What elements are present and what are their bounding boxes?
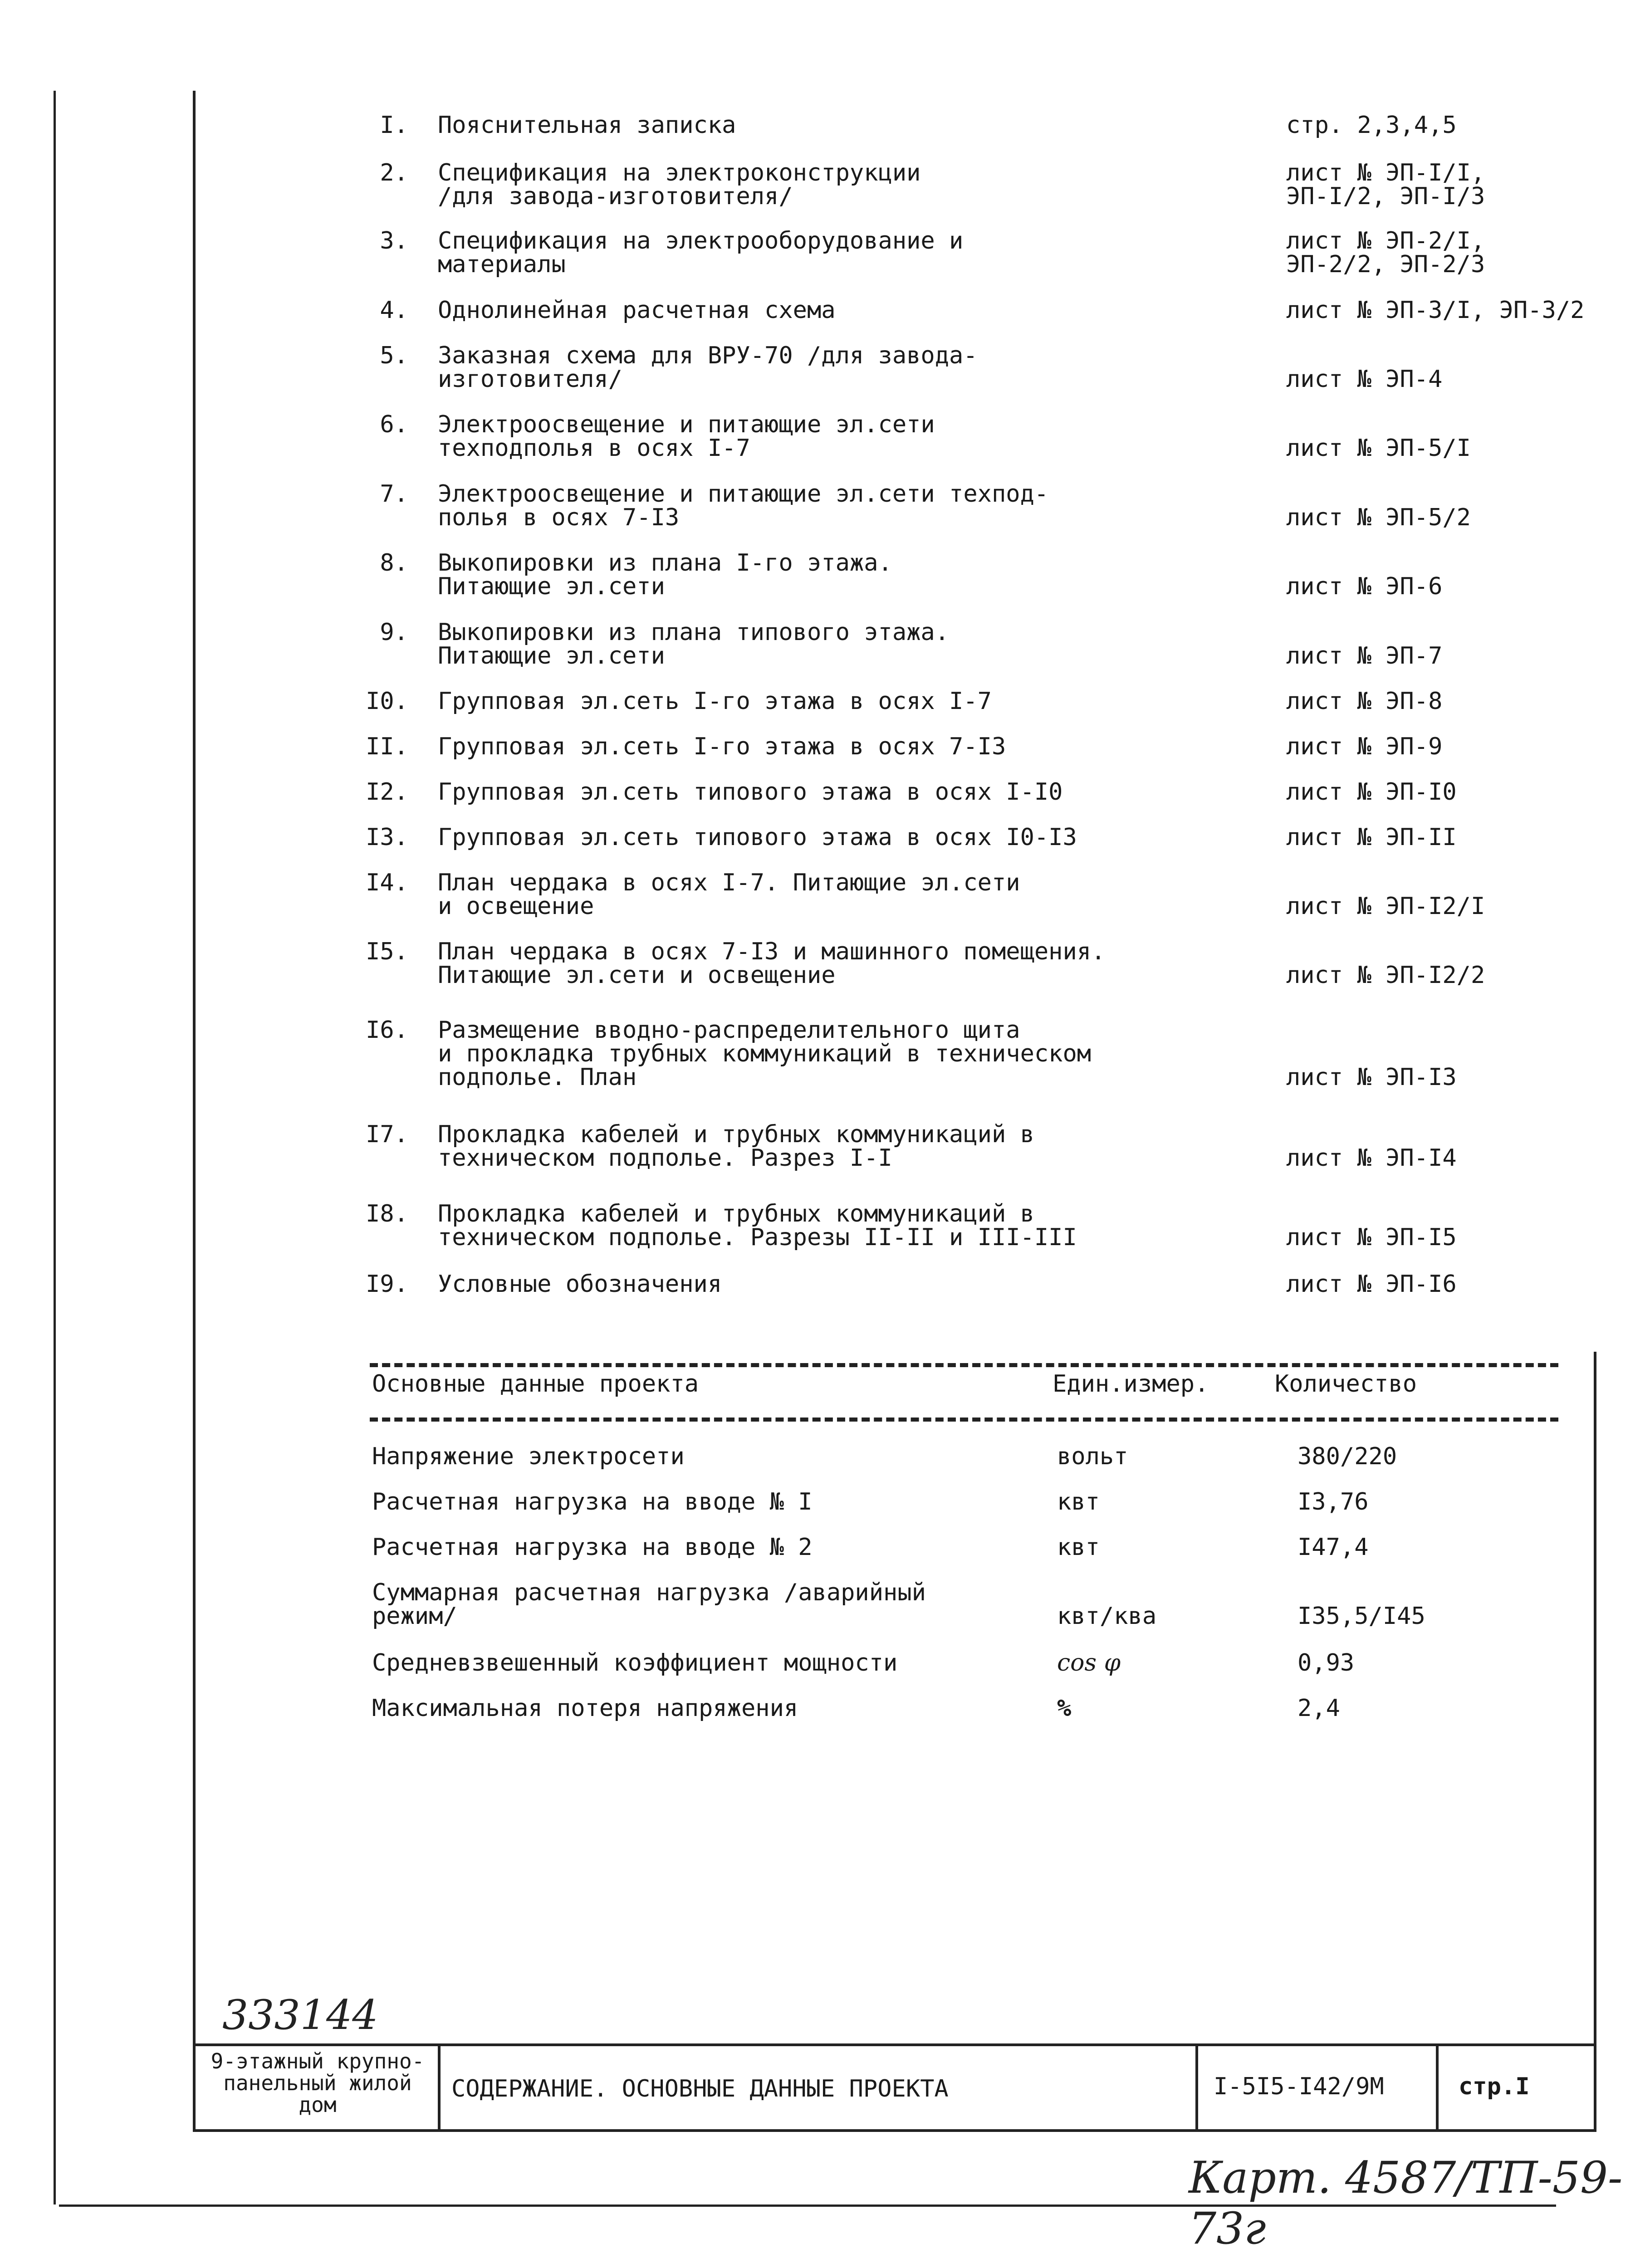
title-block-divider <box>438 2043 441 2132</box>
stamp-number: 333144 <box>222 1991 378 2039</box>
row-label: Суммарная расчетная нагрузка /аварийный режим/ <box>372 1579 926 1630</box>
item-number: 4. <box>380 297 408 324</box>
item-number: I. <box>380 112 408 139</box>
item-number: I3. <box>366 824 408 851</box>
item-number: I5. <box>366 938 408 965</box>
item-number: 7. <box>380 480 408 508</box>
item-sheet: лист № ЭП-5/2 <box>1286 504 1471 531</box>
item-title: Заказная схема для ВРУ-70 /для завода- изготовителя/ <box>438 342 978 393</box>
item-sheet: лист № ЭП-I4 <box>1286 1144 1457 1172</box>
left-frame-line <box>193 91 196 2132</box>
item-sheet: лист № ЭП-II <box>1286 824 1457 851</box>
item-number: I0. <box>366 688 408 715</box>
item-title: Однолинейная расчетная схема <box>438 297 836 324</box>
page-number: стр.I <box>1459 2073 1530 2100</box>
item-number: 2. <box>380 159 408 186</box>
item-number: 8. <box>380 549 408 577</box>
item-sheet: лист № ЭП-I2/I <box>1286 893 1485 920</box>
item-number: 9. <box>380 619 408 646</box>
item-number: 3. <box>380 227 408 254</box>
row-unit: квт <box>1057 1534 1100 1561</box>
item-sheet: лист № ЭП-I0 <box>1286 778 1457 806</box>
table-header-divider <box>370 1418 1558 1422</box>
item-title: Групповая эл.сеть типового этажа в осях I-I0 <box>438 778 1063 806</box>
item-sheet: лист № ЭП-I/I, ЭП-I/2, ЭП-I/3 <box>1286 159 1485 210</box>
row-value: I35,5/I45 <box>1297 1603 1425 1630</box>
row-label: Расчетная нагрузка на вводе № 2 <box>372 1534 813 1561</box>
item-title: Прокладка кабелей и трубных коммуникаций в техническом подполье. Разрез I-I <box>438 1121 1034 1172</box>
item-number: I2. <box>366 778 408 806</box>
item-title: Спецификация на электрооборудование и материалы <box>438 227 964 278</box>
item-sheet: лист № ЭП-I2/2 <box>1286 962 1485 989</box>
item-number: I4. <box>366 869 408 896</box>
outer-left-margin-line <box>54 91 56 2204</box>
row-value: I3,76 <box>1297 1488 1369 1515</box>
item-title: Выкопировки из плана типового этажа. Питающие эл.сети <box>438 619 950 670</box>
item-title: Условные обозначения <box>438 1271 722 1298</box>
row-unit: % <box>1057 1695 1072 1722</box>
row-unit: квт <box>1057 1488 1100 1515</box>
item-sheet: лист № ЭП-2/I, ЭП-2/2, ЭП-2/3 <box>1286 227 1485 278</box>
row-value: 2,4 <box>1297 1695 1340 1722</box>
item-sheet: лист № ЭП-I3 <box>1286 1064 1457 1091</box>
item-title: Электроосвещение и питающие эл.сети техпод- полья в осях 7-I3 <box>438 480 1049 531</box>
row-label: Расчетная нагрузка на вводе № I <box>372 1488 813 1515</box>
item-title: План чердака в осях 7-I3 и машинного помещения. Питающие эл.сети и освещение <box>438 938 1106 989</box>
item-title: Групповая эл.сеть I-го этажа в осях 7-I3 <box>438 733 1006 760</box>
archive-reference: Карт. 4587/ТП-59-73г <box>1189 2152 1623 2254</box>
item-number: 5. <box>380 342 408 369</box>
row-unit: квт/ква <box>1057 1603 1157 1630</box>
title-block-divider <box>1195 2043 1198 2132</box>
item-title: Групповая эл.сеть I-го этажа в осях I-7 <box>438 688 992 715</box>
item-sheet: лист № ЭП-I5 <box>1286 1224 1457 1251</box>
item-sheet: лист № ЭП-4 <box>1286 366 1443 393</box>
item-number: I9. <box>366 1271 408 1298</box>
item-title: Групповая эл.сеть типового этажа в осях I0-I3 <box>438 824 1077 851</box>
item-sheet: стр. 2,3,4,5 <box>1286 112 1457 139</box>
item-number: I7. <box>366 1121 408 1148</box>
row-value: I47,4 <box>1297 1534 1369 1561</box>
column-header-unit: Един.измер. <box>1053 1370 1209 1398</box>
right-frame-line <box>1594 1352 1596 2132</box>
item-number: II. <box>366 733 408 760</box>
title-block-divider <box>1436 2043 1439 2132</box>
row-unit: cos φ <box>1057 1649 1121 1677</box>
building-description: 9-этажный крупно- панельный жилой дом <box>211 2049 425 2117</box>
document-code: I-5I5-I42/9М <box>1214 2073 1384 2100</box>
table-top-divider <box>370 1363 1558 1367</box>
item-number: I6. <box>366 1017 408 1044</box>
item-number: 6. <box>380 411 408 438</box>
item-title: Спецификация на электроконструкции /для завода-изготовителя/ <box>438 159 921 210</box>
row-value: 0,93 <box>1297 1649 1355 1677</box>
column-header-label: Основные данные проекта <box>372 1370 699 1398</box>
item-title: Прокладка кабелей и трубных коммуникаций в техническом подполье. Разрезы II-II и III-III <box>438 1200 1077 1251</box>
item-sheet: лист № ЭП-5/I <box>1286 435 1471 462</box>
item-sheet: лист № ЭП-8 <box>1286 688 1443 715</box>
item-title: Пояснительная записка <box>438 112 736 139</box>
item-title: Размещение вводно-распределительного щита и прокладка трубных коммуникаций в техническом подполье. План <box>438 1017 1092 1091</box>
item-title: Электроосвещение и питающие эл.сети техподполья в осях I-7 <box>438 411 935 462</box>
item-sheet: лист № ЭП-I6 <box>1286 1271 1457 1298</box>
item-sheet: лист № ЭП-3/I, ЭП-3/2 <box>1286 297 1585 324</box>
item-sheet: лист № ЭП-7 <box>1286 642 1443 670</box>
row-label: Максимальная потеря напряжения <box>372 1695 798 1722</box>
item-title: План чердака в осях I-7. Питающие эл.сети и освещение <box>438 869 1020 920</box>
column-header-value: Количество <box>1275 1370 1417 1398</box>
row-label: Средневзвешенный коэффициент мощности <box>372 1649 898 1677</box>
row-label: Напряжение электросети <box>372 1443 685 1470</box>
item-title: Выкопировки из плана I-го этажа. Питающие эл.сети <box>438 549 892 600</box>
item-sheet: лист № ЭП-6 <box>1286 573 1443 600</box>
item-sheet: лист № ЭП-9 <box>1286 733 1443 760</box>
sheet-title: СОДЕРЖАНИЕ. ОСНОВНЫЕ ДАННЫЕ ПРОЕКТА <box>451 2075 949 2102</box>
row-unit: вольт <box>1057 1443 1128 1470</box>
item-number: I8. <box>366 1200 408 1227</box>
row-value: 380/220 <box>1297 1443 1397 1470</box>
